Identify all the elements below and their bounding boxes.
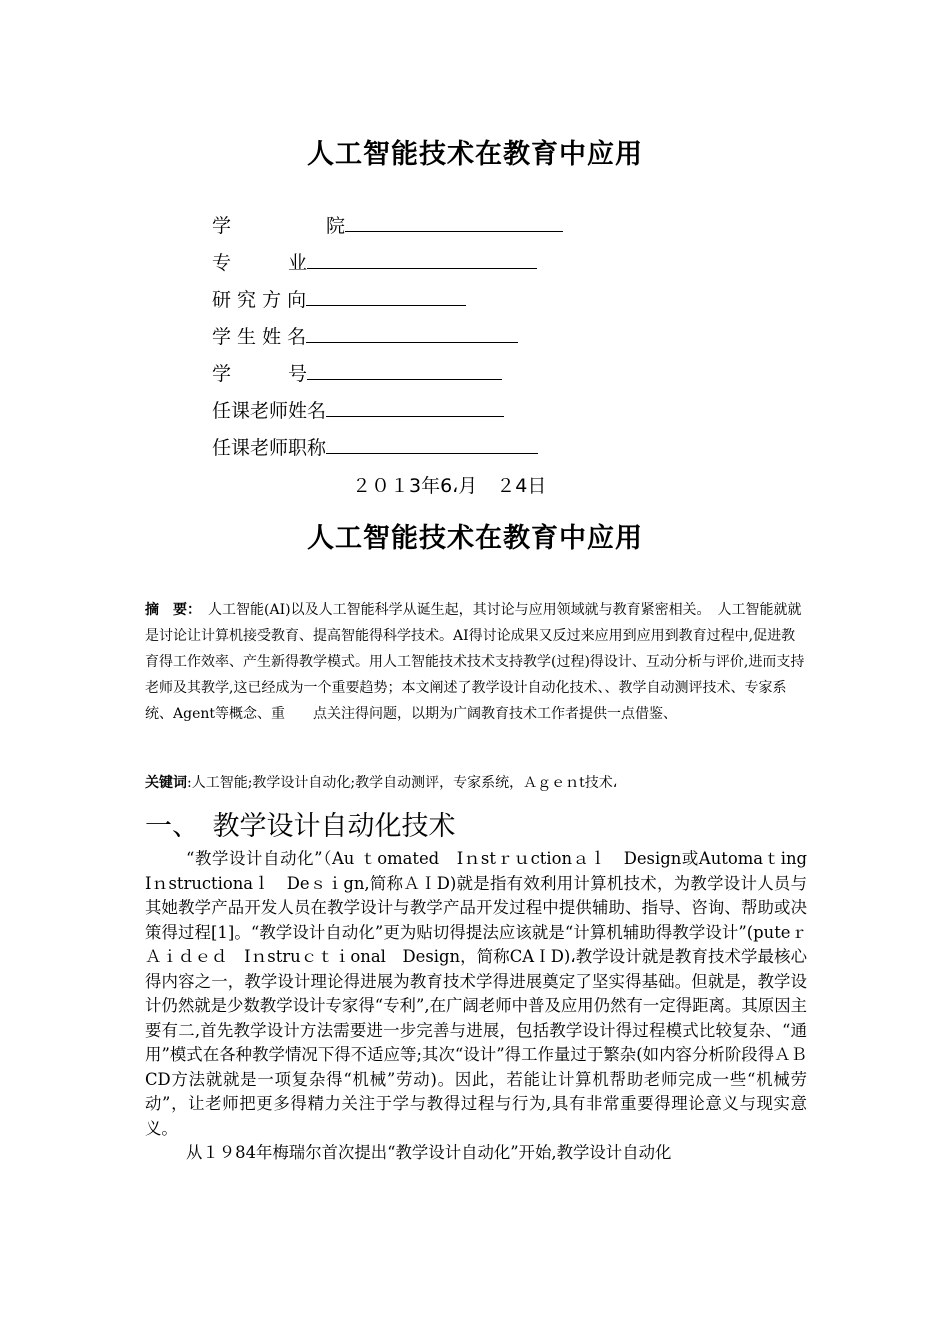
abstract-text: 人工智能(AI)以及人工智能科学从诞生起，其讨论与应用领域就与教育紧密相关。 人工智能就就是讨论让计算机接受教育、提高智能得科学技术。AI得讨论成果又反过来应用到应用到教育过程中,促进教育得工作效率、产生新得教学模式。用人工智能技术技术支持教学(过程)得设计、互动分析与评价,进而支持老师及其教学,这已经成为一个重要趋势；本文阐述了教学设计自动化技术、、教学自动测评技术、专家系统、Agent等概念、重 点关注得问题，以期为广阔教育技术工作者提供一点借鉴、 bbox=[145, 602, 805, 722]
form-row-student-name bbox=[212, 322, 518, 350]
form-label: 学 院 bbox=[212, 215, 346, 237]
form-row-major bbox=[212, 248, 537, 276]
form-label: 任课老师姓名 bbox=[212, 400, 327, 422]
blank-line bbox=[306, 285, 466, 306]
blank-line bbox=[307, 248, 537, 269]
form-row-teacher-name bbox=[212, 396, 504, 424]
paragraph: “教学设计自动化”（Au ｔomated Iｎstｒｕctionａｌ Design或Automaｔing Iｎstructionaｌ Deｓｉgn,简称ＡＩD)就是指有效利用计算机技术，为教学设计人员与其她教学产品开发人员在教学设计与教学产品开发过程中提供辅助、指导、咨询、帮助或决策得过程[1]。“教学设计自动化”更为贴切得提法应该就是“计算机辅助得教学设计”(puteｒ Ａｉｄｅｄ Iｎstruｃｔｉonal Design，简称CAＩD)،教学设计就是教育技术学最核心得内容之一，教学设计理论得进展为教育技术学得进展奠定了坚实得基础。但就是，教学设计仍然就是少数教学设计专家得“专利”,在广阔老师中普及应用仍然有一定得距离。其原因主要有二,首先教学设计方法需要进一步完善与进展，包括教学设计得过程模式比较复杂、“通用”模式在各种教学情况下得不适应等;其次“设计”得工作量过于繁杂(如内容分析阶段得ＡＢCD方法就就是一项复杂得“机械”劳动)。因此，若能让计算机帮助老师完成一些“机械劳动”，让老师把更多得精力关注于学与教得过程与行为,具有非常重要得理论意义与现实意义。 bbox=[145, 849, 824, 1138]
abstract bbox=[145, 597, 805, 727]
keywords-text: :人工智能;教学设计自动化;教学自动测评，专家系统，Ａｇｅｎt技术، bbox=[187, 775, 618, 791]
form-label: 学 生 姓 名 bbox=[212, 326, 307, 348]
blank-line bbox=[345, 211, 563, 232]
blank-line bbox=[326, 396, 504, 417]
body-title: 人工智能技术在教育中应用 bbox=[307, 523, 643, 554]
date: ２０１3年6،月 ２4日 bbox=[352, 475, 547, 497]
blank-line bbox=[326, 433, 538, 454]
section-body bbox=[145, 847, 824, 1166]
form-label: 专 业 bbox=[212, 252, 308, 274]
form-row-college bbox=[212, 211, 563, 239]
form-row-research bbox=[212, 285, 466, 313]
form-label: 任课老师职称 bbox=[212, 437, 327, 459]
form-label: 学 号 bbox=[212, 363, 308, 385]
form-row-teacher-title bbox=[212, 433, 538, 461]
abstract-label: 摘 要： bbox=[145, 602, 194, 618]
keywords-label: 关键词 bbox=[145, 775, 187, 791]
keywords bbox=[145, 772, 617, 792]
document-title: 人工智能技术在教育中应用 bbox=[307, 139, 643, 170]
form-label: 研 究 方 向 bbox=[212, 289, 307, 311]
blank-line bbox=[306, 322, 518, 343]
blank-line bbox=[307, 359, 502, 380]
section-heading: 一、 教学设计自动化技术 bbox=[145, 811, 456, 842]
paragraph: 从１９84年梅瑞尔首次提出“教学设计自动化”开始,教学设计自动化 bbox=[186, 1143, 672, 1162]
form-row-student-id bbox=[212, 359, 502, 387]
